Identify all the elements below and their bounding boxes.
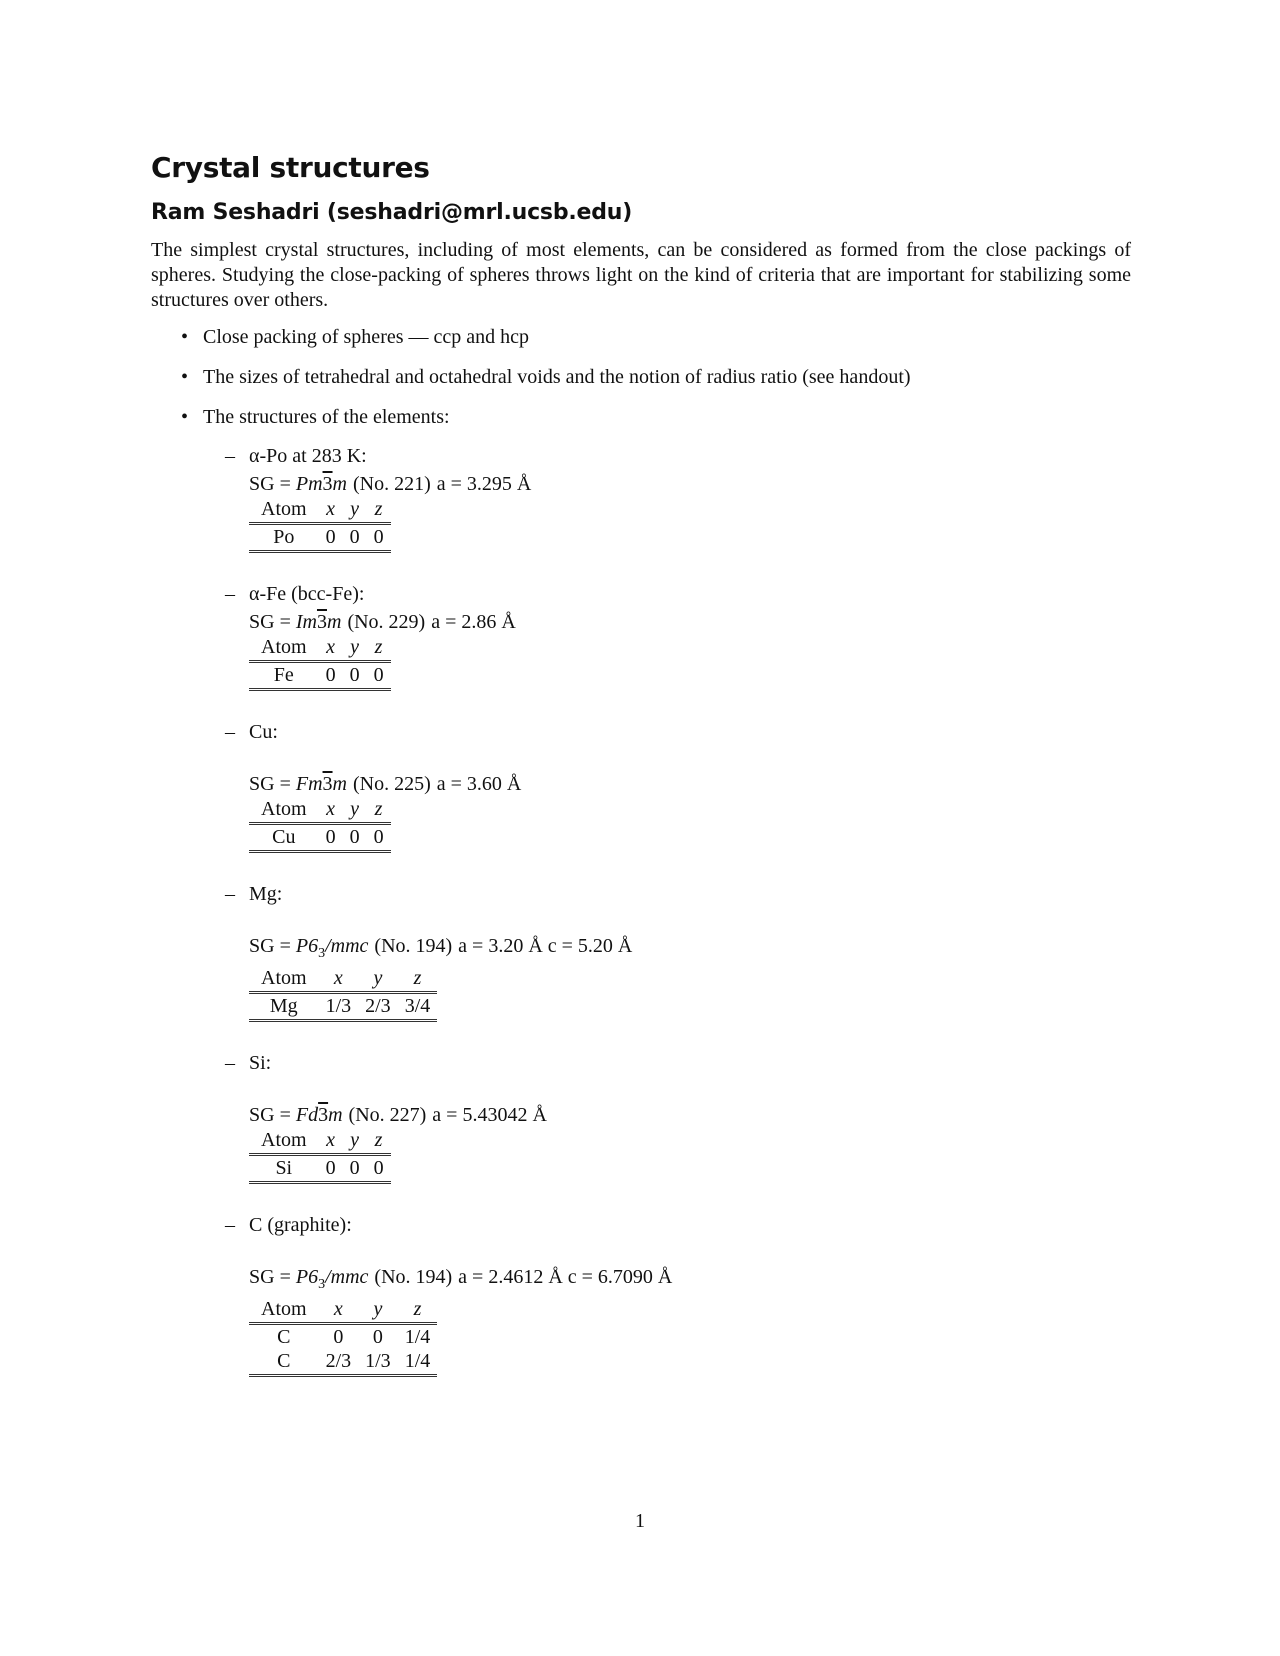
column-header: x bbox=[319, 497, 343, 524]
atom-table bbox=[249, 966, 437, 1022]
space-group-line: SG = Fd3m (No. 227) a = 5.43042 Å bbox=[249, 1103, 547, 1126]
column-header: z bbox=[367, 1128, 391, 1155]
structure-entry bbox=[225, 444, 1131, 553]
table-row: Po 0 0 0 bbox=[249, 523, 391, 551]
list-item: • The sizes of tetrahedral and octahedral voids and the notion of radius ratio (see handout) bbox=[181, 365, 911, 388]
cell-parameters: a = 3.60 Å bbox=[436, 772, 522, 795]
table-row: Si 0 0 0 bbox=[249, 1154, 391, 1182]
column-header: y bbox=[343, 797, 367, 824]
structure-name: Mg: bbox=[249, 882, 283, 905]
atom-table bbox=[249, 797, 391, 853]
column-header: Atom bbox=[249, 1128, 319, 1155]
structure-name: α-Po at 283 K: bbox=[249, 444, 367, 467]
structure-entry bbox=[225, 1051, 1131, 1184]
column-header: z bbox=[398, 966, 438, 993]
space-group-symbol: Fm3m bbox=[295, 772, 347, 795]
structure-name: C (graphite): bbox=[249, 1213, 352, 1236]
space-group-line: SG = $P6_3$/mmc (No. 194) a = 2.4612 Å c = 6.7090 Å bbox=[249, 1265, 673, 1292]
column-header: x bbox=[319, 1128, 343, 1155]
dash-icon: – bbox=[225, 582, 235, 605]
space-group-line: SG = Fm3m (No. 225) a = 3.60 Å bbox=[249, 772, 522, 795]
column-header: x bbox=[319, 797, 343, 824]
space-group-line: SG = $P6_3$/mmc (No. 194) a = 3.20 Å c = 5.20 Å bbox=[249, 934, 633, 961]
column-header: y bbox=[358, 966, 398, 993]
cell-parameters: a = 2.86 Å bbox=[431, 610, 516, 633]
list-item: • Close packing of spheres — ccp and hcp bbox=[181, 325, 530, 348]
space-group-line: SG = Pm3m (No. 221) a = 3.295 Å bbox=[249, 472, 532, 495]
table-row: C 0 0 1/4 bbox=[277, 1325, 431, 1348]
column-header: y bbox=[343, 1128, 367, 1155]
column-header: z bbox=[367, 635, 391, 662]
topic-list bbox=[151, 325, 1131, 1377]
column-header: y bbox=[343, 497, 367, 524]
dash-icon: – bbox=[225, 444, 235, 467]
space-group-symbol: $P6_3$/mmc bbox=[295, 934, 369, 961]
column-header: x bbox=[319, 966, 359, 993]
column-header: Atom bbox=[249, 497, 319, 524]
column-header: Atom bbox=[249, 1297, 319, 1324]
list-item: • The structures of the elements: – α-Po at 283 K: SG = Pm3m (No. 221) a = 3.295 Å Atom x y z Po 0 0 0 – α-Fe (bcc-Fe): SG = Im3m (No. 229) a = 2.86 Å Atom x y z Fe 0 0 0 – Cu: SG = Fm3m (No. 225) a = 3.60 Å Atom x y z Cu 0 0 0 – Mg: SG = $P6_3$/mmc (No. 194) a = 3.20 Å c = 5.20 Å Atom x y z Mg 1/3 2/3 3/4 – Si: SG = Fd3m (No. 227) a = 5.43042 Å Atom x y z Si 0 0 0 – C (graphite): SG = $P6_3$/mmc (No. 194) a = 2.4612 Å c = 6.7090 Å Atom x y z C 0 0 1/4 C 2/3 1/3 1/4 bbox=[181, 405, 1131, 1377]
intro-paragraph: The simplest crystal structures, including of most elements, can be considered as formed from the close packings of spheres. Studying the close-packing of spheres throws light on the kind of criteria that are important for stabilizing some structures over others. bbox=[151, 238, 1131, 311]
structure-name: Cu: bbox=[249, 720, 278, 743]
dash-icon: – bbox=[225, 720, 235, 743]
structure-entry bbox=[225, 582, 1131, 691]
space-group-symbol: $P6_3$/mmc bbox=[295, 1265, 369, 1292]
column-header: z bbox=[367, 497, 391, 524]
atom-table bbox=[249, 635, 391, 691]
cell-parameters: a = 3.20 Å c = 5.20 Å bbox=[458, 934, 633, 957]
page-number: 1 bbox=[635, 1510, 645, 1532]
structure-name: Si: bbox=[249, 1051, 272, 1074]
column-header: Atom bbox=[249, 635, 319, 662]
structures-list bbox=[203, 444, 1131, 1377]
space-group-symbol: Fd3m bbox=[295, 1103, 343, 1126]
dash-icon: – bbox=[225, 1051, 235, 1074]
structure-name: α-Fe (bcc-Fe): bbox=[249, 582, 365, 605]
column-header: Atom bbox=[249, 797, 319, 824]
column-header: y bbox=[343, 635, 367, 662]
column-header: Atom bbox=[249, 966, 319, 993]
cell-parameters: a = 2.4612 Å c = 6.7090 Å bbox=[458, 1265, 673, 1288]
table-row: C 2/3 1/3 1/4 bbox=[249, 1349, 437, 1376]
space-group-symbol: Im3m bbox=[295, 610, 342, 633]
dash-icon: – bbox=[225, 882, 235, 905]
dash-icon: – bbox=[225, 1213, 235, 1236]
space-group-symbol: Pm3m bbox=[295, 472, 347, 495]
table-row: Mg 1/3 2/3 3/4 bbox=[249, 992, 437, 1020]
document-title: Crystal structures bbox=[151, 151, 430, 184]
atom-table bbox=[249, 497, 391, 553]
bullet-icon: • bbox=[181, 405, 189, 428]
cell-parameters: a = 3.295 Å bbox=[436, 472, 532, 495]
atom-table bbox=[249, 1128, 391, 1184]
bullet-icon: • bbox=[181, 325, 189, 348]
structure-entry bbox=[225, 882, 1131, 1022]
column-header: z bbox=[398, 1297, 438, 1324]
column-header: x bbox=[319, 635, 343, 662]
column-header: x bbox=[319, 1297, 359, 1324]
column-header: y bbox=[358, 1297, 398, 1324]
column-header: z bbox=[367, 797, 391, 824]
table-row: Cu 0 0 0 bbox=[249, 823, 391, 851]
atom-table bbox=[249, 1297, 437, 1377]
space-group-line: SG = Im3m (No. 229) a = 2.86 Å bbox=[249, 610, 516, 633]
table-row: Fe 0 0 0 bbox=[249, 661, 391, 689]
author-line: Ram Seshadri (seshadri@mrl.ucsb.edu) bbox=[151, 200, 633, 225]
structure-entry bbox=[225, 720, 1131, 853]
structure-entry bbox=[225, 1213, 1131, 1377]
cell-parameters: a = 5.43042 Å bbox=[432, 1103, 547, 1126]
bullet-icon: • bbox=[181, 365, 189, 388]
document-page bbox=[151, 150, 1131, 1406]
